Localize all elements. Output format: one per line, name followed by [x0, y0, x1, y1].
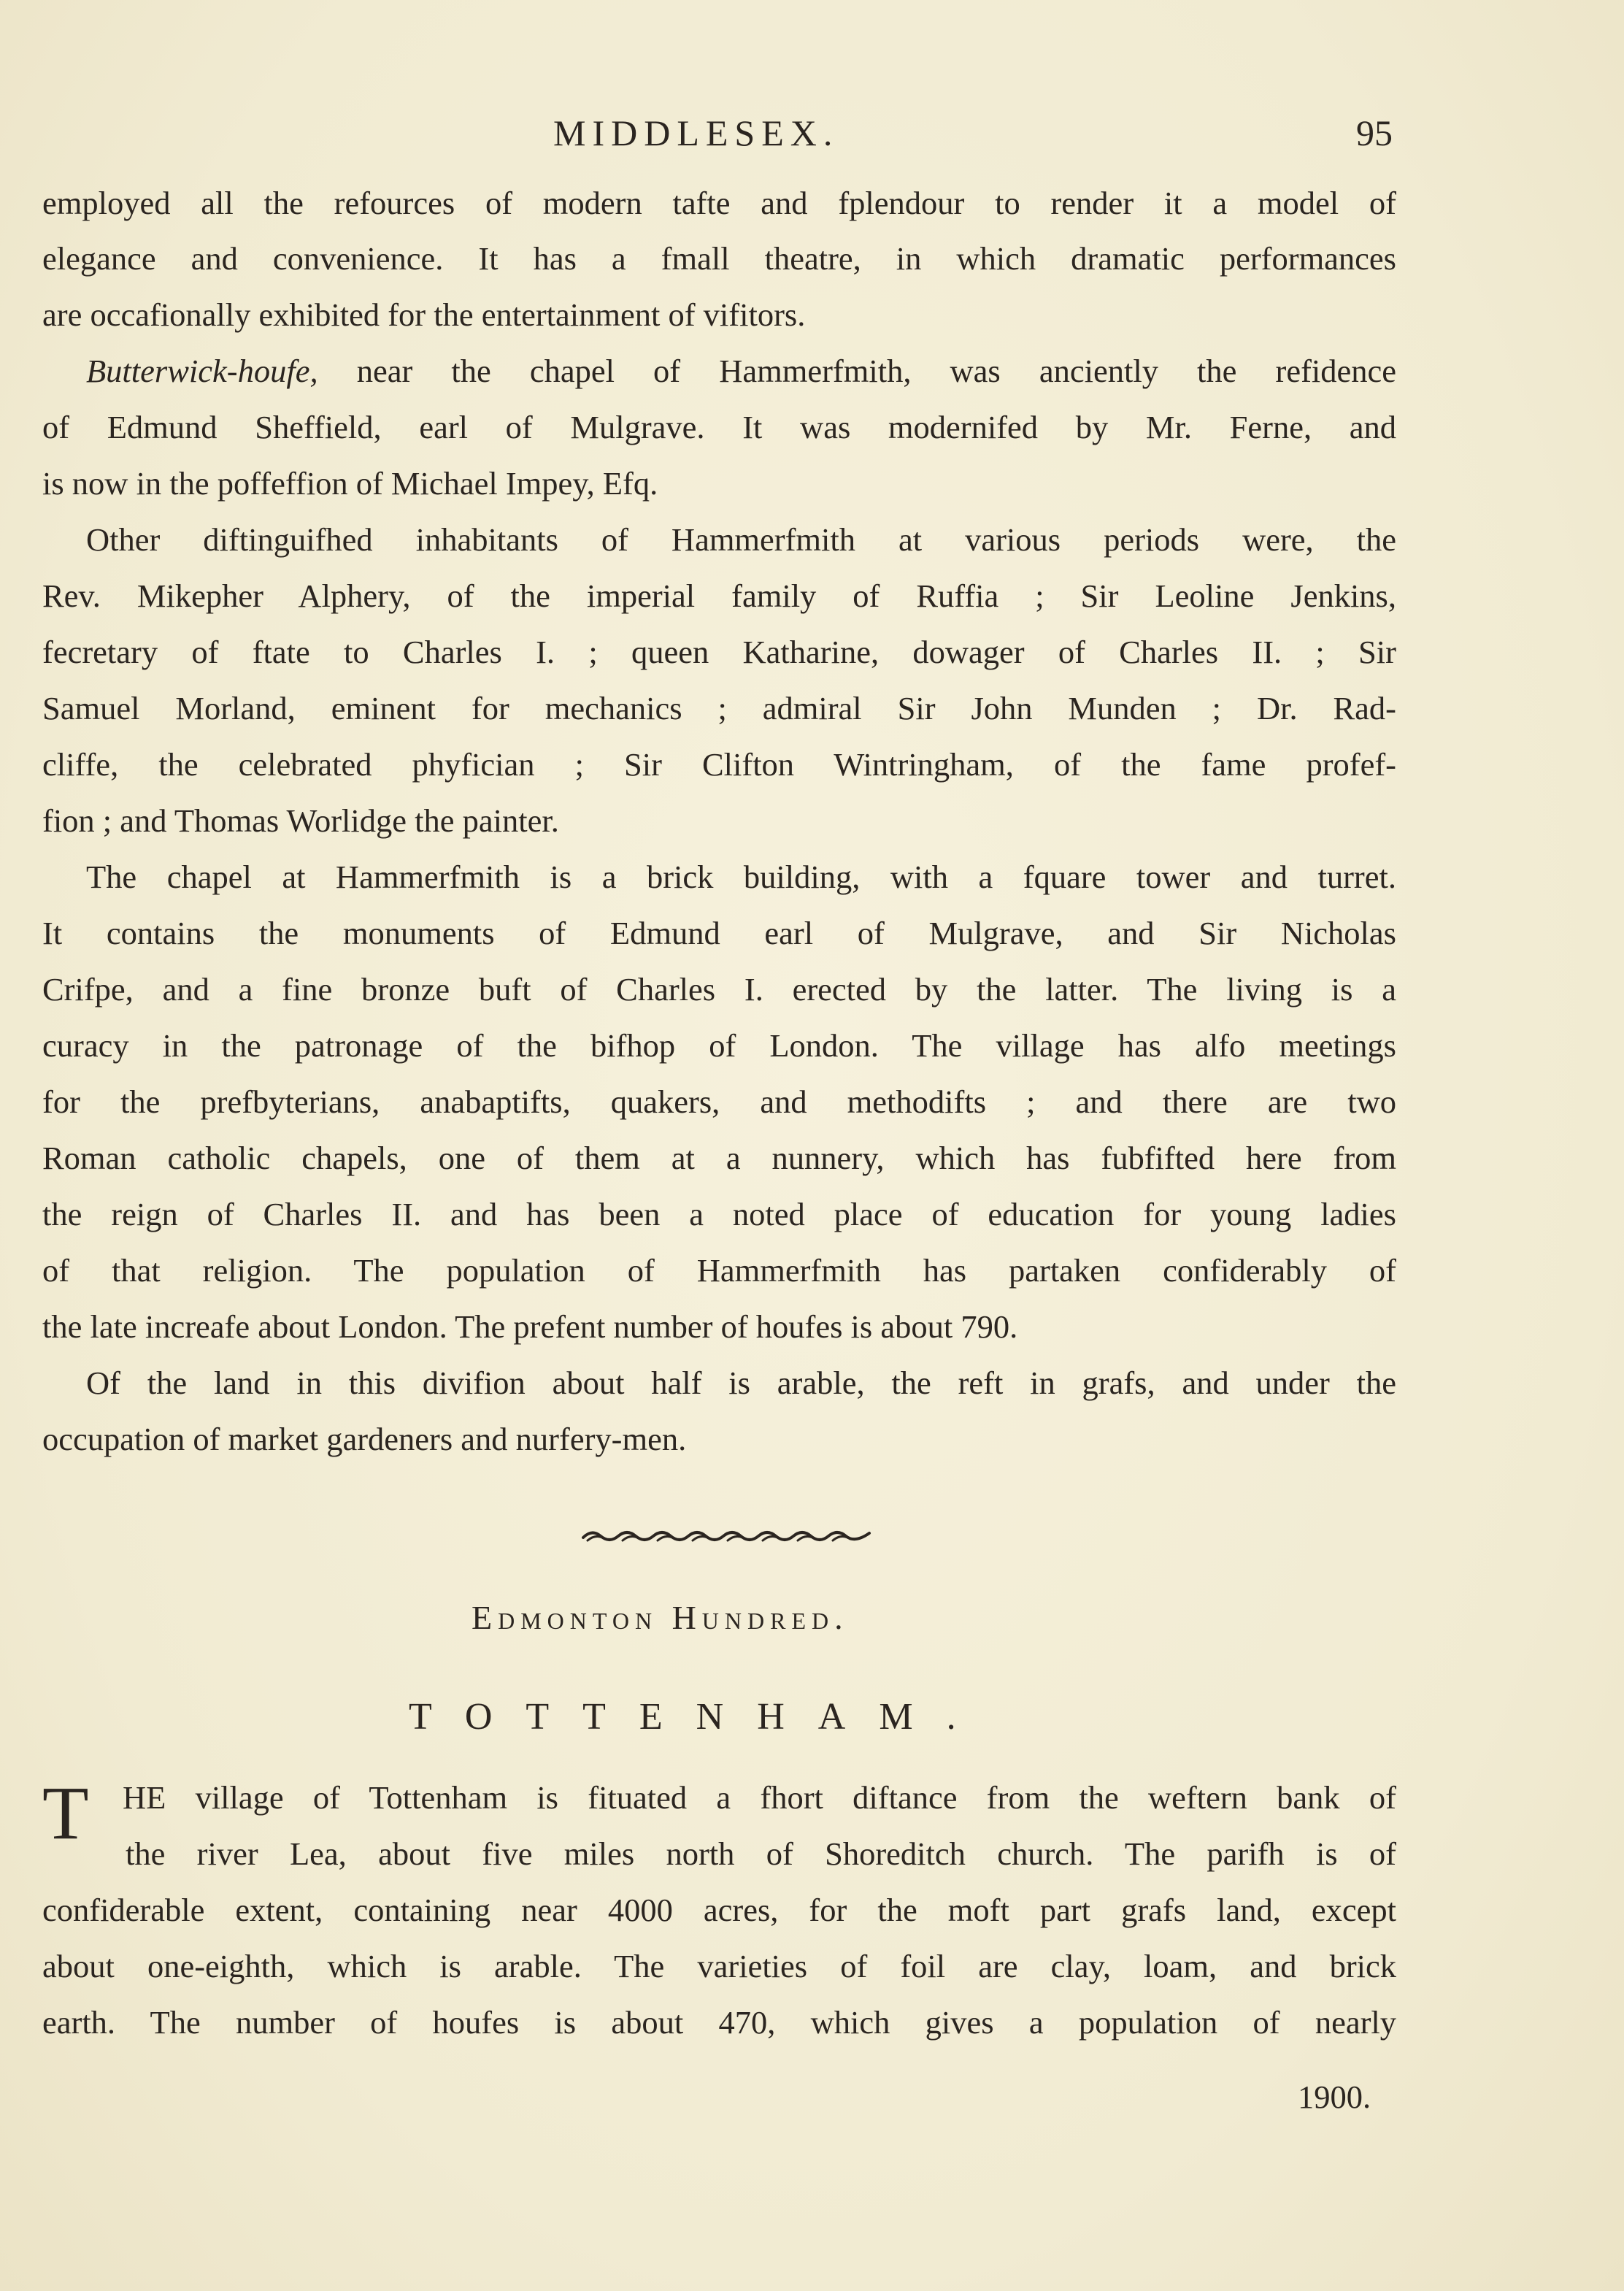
text-line: HE village of Tottenham is fituated a fhort diftance from the weftern bank of	[123, 1779, 1396, 1816]
text-line: confiderable extent, containing near 4000 acres, for the moft part grafs land, except	[42, 1892, 1396, 1928]
butterwick-line	[86, 350, 1396, 391]
text-line: It contains the monuments of Edmund earl of Mulgrave, and Sir Nicholas	[42, 915, 1396, 951]
text-line: Of the land in this divifion about half is arable, the reft in grafs, and under the	[86, 1365, 1396, 1401]
text-line: the late increafe about London. The prefent number of houfes is about 790.	[42, 1308, 1018, 1345]
running-head: MIDDLESEX.	[553, 112, 839, 153]
text-line: are occafionally exhibited for the entertainment of vifitors.	[42, 296, 806, 333]
text-line: the river Lea, about five miles north of Shoreditch church. The parifh is of	[126, 1835, 1396, 1872]
text-line-remainder: near the chapel of Hammerfmith, was anciently the refidence	[356, 353, 1397, 389]
butterwick-name: Butterwick-houfe,	[86, 353, 318, 389]
text-line: employed all the refources of modern tafte and fplendour to render it a model of	[42, 185, 1396, 221]
text-line: elegance and convenience. It has a fmall theatre, in which dramatic performances	[42, 240, 1396, 277]
text-line: cliffe, the celebrated phyfician ; Sir Clifton Wintringham, of the fame profef-	[42, 746, 1396, 783]
text-line: occupation of market gardeners and nurfery-men.	[42, 1421, 687, 1457]
text-line: of that religion. The population of Hammerfmith has partaken confiderably of	[42, 1252, 1396, 1289]
text-line: of Edmund Sheffield, earl of Mulgrave. It was modernifed by Mr. Ferne, and	[42, 409, 1396, 445]
hundred-heading: Edmonton Hundred.	[472, 1599, 849, 1636]
dropcap: T	[42, 1771, 89, 1855]
text-line: curacy in the patronage of the bifhop of London. The village has alfo meetings	[42, 1027, 1396, 1064]
text-line: Samuel Morland, eminent for mechanics ; admiral Sir John Munden ; Dr. Rad-	[42, 690, 1396, 726]
text-line: fion ; and Thomas Worlidge the painter.	[42, 802, 559, 839]
text-line: the reign of Charles II. and has been a noted place of education for young ladies	[42, 1196, 1396, 1232]
ornament-divider	[580, 1526, 872, 1545]
text-line: The chapel at Hammerfmith is a brick building, with a fquare tower and turret.	[86, 859, 1396, 895]
text-line: is now in the poffeffion of Michael Impey, Efq.	[42, 465, 658, 502]
text-line: Roman catholic chapels, one of them at a nunnery, which has fubfifted here from	[42, 1140, 1396, 1176]
text-line: about one-eighth, which is arable. The varieties of foil are clay, loam, and brick	[42, 1948, 1396, 1984]
text-line: Crifpe, and a fine bronze buft of Charles I. erected by the latter. The living is a	[42, 971, 1396, 1008]
text-line: for the prefbyterians, anabaptifts, quakers, and methodifts ; and there are two	[42, 1083, 1396, 1120]
page-number: 95	[1356, 112, 1393, 153]
text-line: Rev. Mikepher Alphery, of the imperial family of Ruffia ; Sir Leoline Jenkins,	[42, 577, 1396, 614]
text-line: Other diftinguifhed inhabitants of Hammerfmith at various periods were, the	[86, 521, 1396, 558]
catchword: 1900.	[1298, 2079, 1371, 2115]
place-heading: TOTTENHAM.	[409, 1696, 990, 1738]
text-line: fecretary of ftate to Charles I. ; queen Katharine, dowager of Charles II. ; Sir	[42, 634, 1396, 670]
text-line: earth. The number of houfes is about 470, which gives a population of nearly	[42, 2004, 1396, 2041]
